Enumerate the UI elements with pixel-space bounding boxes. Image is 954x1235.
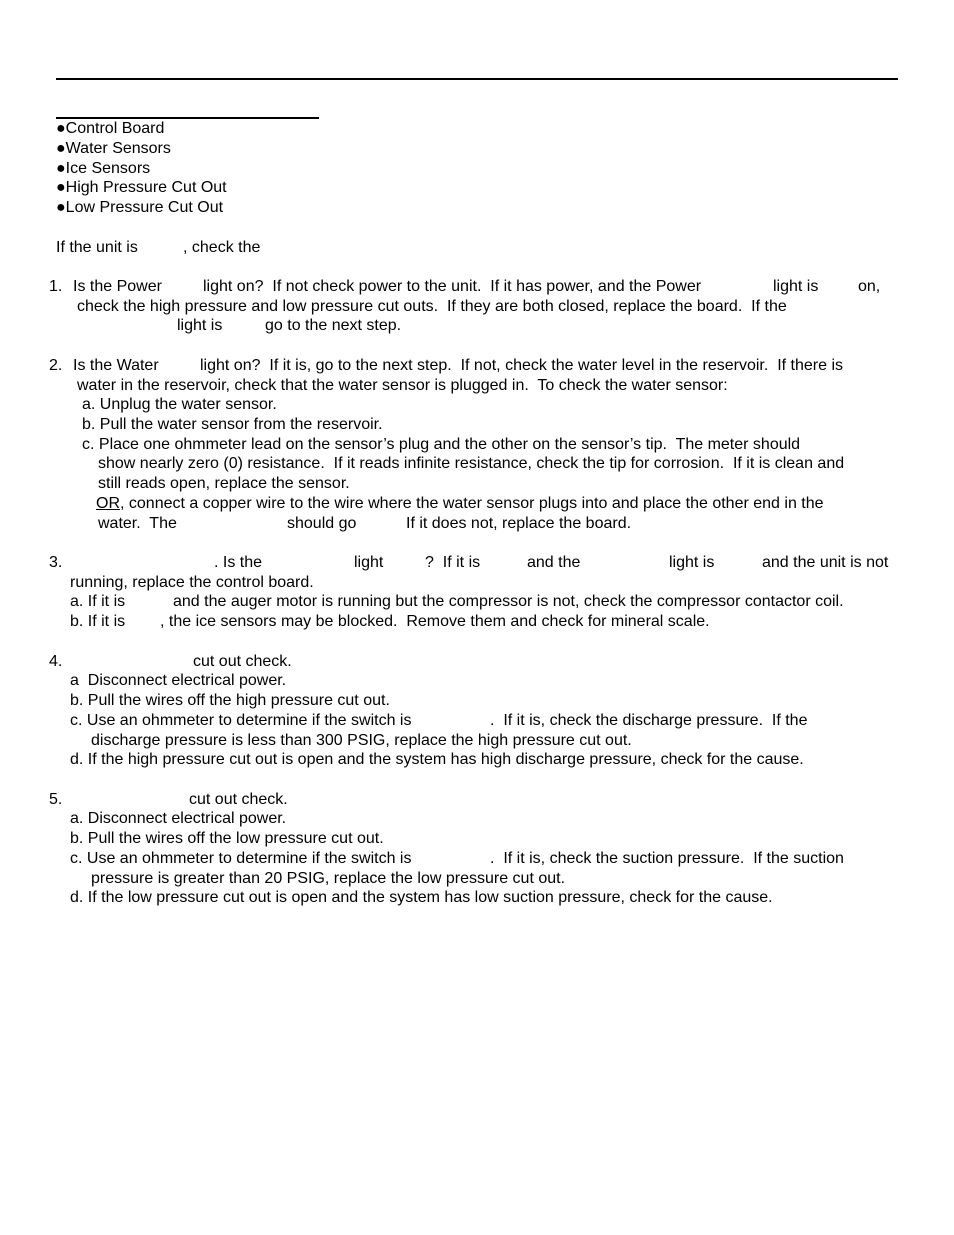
step-4-title: cut out check. — [193, 653, 292, 670]
step-4-item-c-b: . If it is, check the discharge pressure. If the — [490, 712, 808, 729]
intro-text-a: If the unit is — [56, 239, 138, 256]
step-2-or-line — [96, 494, 824, 513]
step-3-text-d: and the — [527, 554, 581, 571]
step-3-text-a: . Is the — [214, 554, 263, 571]
step-2-item-c-line-3: still reads open, replace the sensor. — [98, 475, 350, 492]
step-2-line-2: water in the reservoir, check that the water sensor is plugged in. To check the water sensor: — [77, 377, 728, 394]
step-5-item-c-b: . If it is, check the suction pressure. If the suction — [490, 850, 844, 867]
step-4-item-c-a: c. Use an ohmmeter to determine if the switch is — [70, 712, 412, 729]
step-4-item-c-line-2: discharge pressure is less than 300 PSIG, replace the high pressure cut out. — [91, 732, 632, 749]
step-5-item-b: b. Pull the wires off the low pressure cut out. — [70, 830, 384, 847]
list-item-ice-sensors: ●Ice Sensors — [56, 160, 151, 177]
step-1-number: 1. — [49, 278, 63, 295]
step-2-item-b: b. Pull the water sensor from the reservoir. — [82, 416, 383, 433]
step-3-text-f: and the unit is not — [762, 554, 889, 571]
list-item-low-pressure-cut-out: ●Low Pressure Cut Out — [56, 199, 224, 216]
step-5-title: cut out check. — [189, 791, 288, 808]
step-4-item-b: b. Pull the wires off the high pressure cut out. — [70, 692, 390, 709]
step-5-item-c-a: c. Use an ohmmeter to determine if the switch is — [70, 850, 412, 867]
intro-text-b: , check the — [183, 239, 261, 256]
step-3-item-a-a: a. If it is — [70, 593, 126, 610]
step-2-water-a: water. The — [98, 515, 177, 532]
step-3-item-b-a: b. If it is — [70, 613, 126, 630]
step-1-line-3-b: go to the next step. — [265, 317, 402, 334]
step-1-text-d: on, — [858, 278, 881, 295]
step-3-text-b: light — [354, 554, 384, 571]
step-2-text-b: light on? If it is, go to the next step. If not, check the water level in the reservoir. If there is — [200, 357, 843, 374]
step-4-item-d: d. If the high pressure cut out is open and the system has high discharge pressure, check for the cause. — [70, 751, 804, 768]
step-1-line-2: check the high pressure and low pressure cut outs. If they are both closed, replace the board. If the — [77, 298, 787, 315]
step-2-number: 2. — [49, 357, 63, 374]
step-1-line-3-a: light is — [177, 317, 223, 334]
step-3-line-2: running, replace the control board. — [70, 574, 314, 591]
or-word: OR — [96, 495, 120, 512]
step-3-text-c: ? If it is — [425, 554, 481, 571]
top-rule — [56, 78, 898, 80]
step-2-water-b: should go — [287, 515, 357, 532]
step-2-water-c: If it does not, replace the board. — [406, 515, 632, 532]
list-item-high-pressure-cut-out: ●High Pressure Cut Out — [56, 179, 227, 196]
step-2-item-c-line-1: c. Place one ohmmeter lead on the sensor’s plug and the other on the sensor’s tip. The meter should — [82, 436, 801, 453]
step-3-number: 3. — [49, 554, 63, 571]
or-rest: , connect a copper wire to the wire where the water sensor plugs into and place the other end in the — [120, 495, 824, 512]
step-5-item-a: a. Disconnect electrical power. — [70, 810, 287, 827]
list-item-control-board: ●Control Board — [56, 120, 165, 137]
step-2-item-c-line-2: show nearly zero (0) resistance. If it reads infinite resistance, check the tip for corrosion. If it is clean and — [98, 455, 845, 472]
step-3-item-b-b: , the ice sensors may be blocked. Remove them and check for mineral scale. — [160, 613, 710, 630]
step-5-item-c-line-2: pressure is greater than 20 PSIG, replace the low pressure cut out. — [91, 870, 566, 887]
step-1-text-a: Is the Power — [73, 278, 162, 295]
step-4-item-a: a Disconnect electrical power. — [70, 672, 287, 689]
step-5-number: 5. — [49, 791, 63, 808]
step-1-text-c: light is — [773, 278, 819, 295]
step-4-number: 4. — [49, 653, 63, 670]
step-1-text-b: light on? If not check power to the unit. If it has power, and the Power — [203, 278, 702, 295]
step-2-text-a: Is the Water — [73, 357, 159, 374]
step-2-item-a: a. Unplug the water sensor. — [82, 396, 277, 413]
step-3-item-a-b: and the auger motor is running but the compressor is not, check the compressor contactor coil. — [173, 593, 844, 610]
list-item-water-sensors: ●Water Sensors — [56, 140, 171, 157]
step-5-item-d: d. If the low pressure cut out is open and the system has low suction pressure, check for the cause. — [70, 889, 773, 906]
step-3-text-e: light is — [669, 554, 715, 571]
